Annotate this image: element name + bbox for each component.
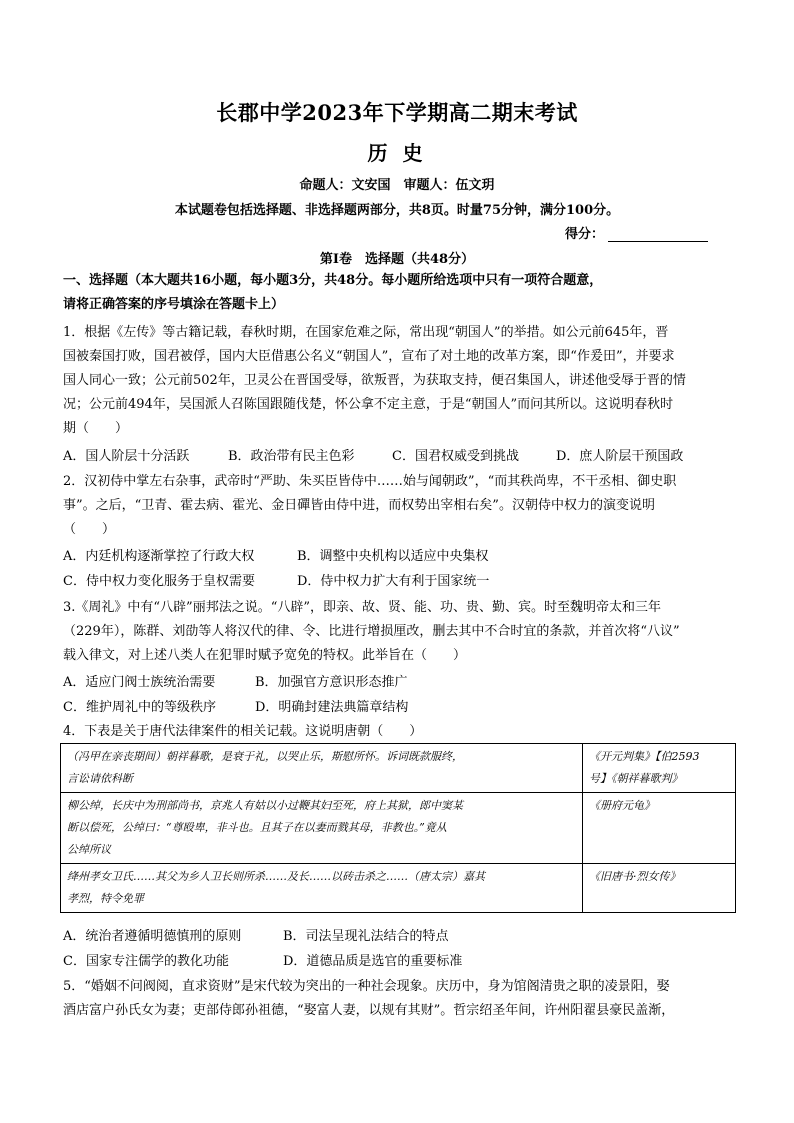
cell-line: 言讼请依科断 xyxy=(67,772,133,785)
table-row xyxy=(61,793,736,864)
option-a: A．统治者遵循明德慎刑的原则 xyxy=(63,929,242,944)
option-c: C．国君权威受到挑战 xyxy=(392,449,519,464)
question-line: 4．下表是关于唐代法律案件的相关记载。这说明唐朝（ ） xyxy=(63,724,423,739)
option-d: D．道德品质是选官的重要标准 xyxy=(283,954,463,969)
exam-subject: 历 史 xyxy=(367,141,427,165)
instruction-line: 一、选择题（本大题共16小题，每小题3分，共48分。每小题所给选项中只有一项符合题意， xyxy=(63,273,603,288)
question-line: 期（ ） xyxy=(63,421,129,436)
table-cell-source xyxy=(583,744,736,793)
part1-instruction xyxy=(63,269,735,317)
option-d: D．庶人阶层干预国政 xyxy=(556,449,684,464)
law-cases-table xyxy=(60,743,736,913)
option-c: C．维护周礼中的等级秩序 xyxy=(63,700,216,715)
option-c: C．侍中权力变化服务于皇权需要 xyxy=(63,574,255,589)
table-cell-content xyxy=(61,864,583,913)
option-b: B．政治带有民主色彩 xyxy=(228,449,355,464)
cell-line: 孝烈，特令免罪 xyxy=(67,892,144,905)
exam-title: 长郡中学2023年下学期高二期末考试 xyxy=(216,100,578,125)
question-line: 事”。之后，“卫青、霍去病、霍光、金日磾皆由侍中进，而权势出宰相右矣”。汉朝侍中权力的演变说明 xyxy=(63,498,655,513)
table-cell-content xyxy=(61,793,583,864)
cell-line: 《开元判集》【伯2593 xyxy=(589,750,700,763)
cell-line: 断以偿死，公绰曰：“尊殴卑，非斗也。且其子在以妻而戮其母，非教也。”竟从 xyxy=(67,821,447,834)
table-row xyxy=(61,744,736,793)
question-line: （229年），陈群、刘劭等人将汉代的律、令、比进行增损厘改，删去其中不合时宜的条款，并首次将“八议” xyxy=(63,624,680,639)
cell-line: 绛州孝女卫氏……其父为乡人卫长则所杀……及长……以砖击杀之……（唐太宗）嘉其 xyxy=(67,870,485,883)
cell-line: 柳公绰，长庆中为刑部尚书，京兆人有姑以小过鞭其妇至死，府上其狱，郎中窦某 xyxy=(67,799,463,812)
question-3 xyxy=(63,596,735,668)
question-4 xyxy=(63,720,735,744)
part1-title: 第Ⅰ卷 选择题（共48分） xyxy=(319,252,475,267)
score-label: 得分： xyxy=(565,227,605,242)
question-line: 1．根据《左传》等古籍记载，春秋时期，在国家危难之际，常出现“朝国人”的举措。如公元前645年，晋 xyxy=(63,325,669,340)
cell-line: 号】《朝祥暮歌判》 xyxy=(589,772,683,785)
exam-intro: 本试题卷包括选择题、非选择题两部分，共8页。时量75分钟，满分100分。 xyxy=(174,203,620,218)
option-a: A．国人阶层十分活跃 xyxy=(63,449,190,464)
table-row xyxy=(61,864,736,913)
option-b: B．加强官方意识形态推广 xyxy=(255,675,408,690)
question-line: 国人同心一致；公元前502年，卫灵公在晋国受辱，欲叛晋，为获取支持，便召集国人，讲述他受辱于晋的情 xyxy=(63,373,686,388)
score-blank xyxy=(608,227,708,242)
cell-line: 《册府元龟》 xyxy=(589,799,655,812)
question-line: 载入律文，对上述八类人在犯罪时赋予宽免的特权。此举旨在（ ） xyxy=(63,648,467,663)
table-cell-content xyxy=(61,744,583,793)
option-a: A．适应门阀士族统治需要 xyxy=(63,675,216,690)
option-d: D．侍中权力扩大有利于国家统一 xyxy=(297,574,490,589)
score-field xyxy=(565,223,708,242)
question-line: 况；公元前494年，吴国派人召陈国跟随伐楚，怀公拿不定主意，于是“朝国人”而问其所以。这说明春秋时 xyxy=(63,397,674,412)
question-line: 国被秦国打败，国君被俘，国内大臣借惠公名义“朝国人”，宣布了对土地的改革方案，即“作爰田”，并要求 xyxy=(63,349,675,364)
question-1 xyxy=(63,321,735,441)
cell-line: （冯甲在亲丧期间）朝祥暮歌，是衰于礼，以哭止乐，斯慰所怀。诉词既款服终， xyxy=(67,750,463,763)
table-cell-source xyxy=(583,793,736,864)
option-d: D．明确封建法典篇章结构 xyxy=(255,700,409,715)
option-c: C．国家专注儒学的教化功能 xyxy=(63,954,229,969)
cell-line: 《旧唐书·烈女传》 xyxy=(589,870,681,883)
option-b: B．调整中央机构以适应中央集权 xyxy=(297,549,489,564)
table-cell-source xyxy=(583,864,736,913)
option-b: B．司法呈现礼法结合的特点 xyxy=(283,929,449,944)
question-5 xyxy=(63,975,735,1023)
question-line: 2．汉初侍中掌左右杂事，武帝时“严助、朱买臣皆侍中……始与闻朝政”，“而其秩尚卑，不干丞相、御史职 xyxy=(63,474,677,489)
question-line: （ ） xyxy=(63,522,116,537)
question-line: 酒店富户孙氏女为妻；吏部侍郎孙祖德，“娶富人妻，以规有其财”。哲宗绍圣年间，许州阳翟县豪民盖渐， xyxy=(63,1003,675,1018)
question-line: 5．“婚姻不问阀阅，直求资财”是宋代较为突出的一种社会现象。庆历中，身为馆阁清贵之职的凌景阳，娶 xyxy=(63,979,670,994)
question-2 xyxy=(63,470,735,542)
instruction-line: 请将正确答案的序号填涂在答题卡上） xyxy=(63,297,285,312)
cell-line: 公绰所议 xyxy=(67,843,111,856)
option-a: A．内廷机构逐渐掌控了行政大权 xyxy=(63,549,255,564)
question-line: 3.《周礼》中有“八辟”丽邦法之说。“八辟”，即亲、故、贤、能、功、贵、勤、宾。时至魏明帝太和三年 xyxy=(63,600,661,615)
exam-authors: 命题人：文安国 审题人：伍文玥 xyxy=(299,178,495,193)
